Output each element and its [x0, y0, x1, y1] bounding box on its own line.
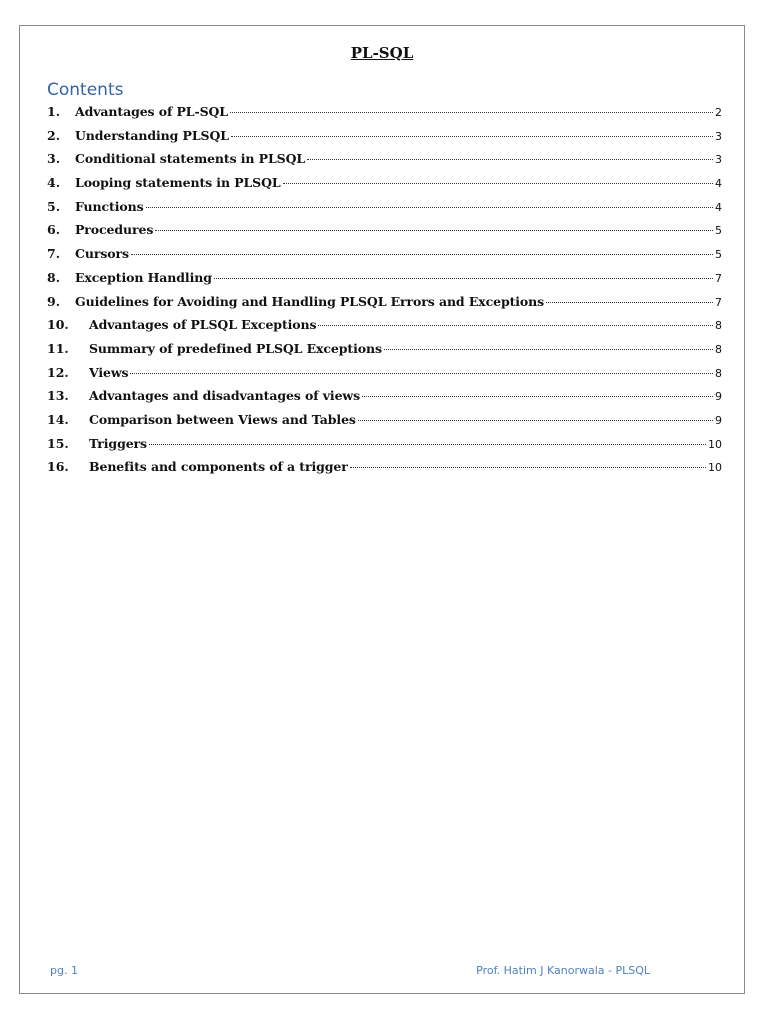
toc-leader-dots: [546, 302, 713, 303]
toc-entry[interactable]: [47, 175, 722, 199]
toc-entry[interactable]: [47, 412, 722, 436]
toc-entry-label: Benefits and components of a trigger: [89, 459, 348, 475]
toc-entry-number: 15.: [47, 435, 69, 451]
toc-entry-page: 8: [715, 342, 722, 356]
toc-entry[interactable]: [47, 151, 722, 175]
toc-entry-number: 16.: [47, 459, 69, 475]
toc-entry-label: Looping statements in PLSQL: [75, 175, 281, 191]
toc-entry-label: Comparison between Views and Tables: [89, 411, 356, 427]
footer-author: Prof. Hatim J Kanorwala - PLSQL: [476, 964, 650, 977]
toc-leader-dots: [318, 325, 713, 326]
toc-leader-dots: [350, 467, 706, 468]
toc-entry-page: 10: [708, 461, 722, 475]
footer-page-number: pg. 1: [50, 964, 78, 977]
toc-entry-page: 4: [715, 200, 722, 214]
toc-entry-page: 5: [715, 224, 722, 238]
toc-entry-label: Conditional statements in PLSQL: [75, 151, 306, 167]
toc-entry-label: Advantages of PL-SQL: [75, 104, 228, 119]
document-page: [19, 25, 745, 994]
toc-leader-dots: [283, 183, 713, 184]
toc-entry-label: Cursors: [75, 246, 129, 262]
toc-entry-label: Advantages of PLSQL Exceptions: [89, 317, 317, 333]
toc-leader-dots: [131, 254, 713, 255]
toc-entry[interactable]: [47, 459, 722, 483]
toc-entry-number: 6.: [47, 222, 61, 238]
toc-leader-dots: [362, 396, 713, 397]
toc-entry-page: 3: [715, 129, 722, 143]
toc-entry[interactable]: [47, 388, 722, 412]
toc-entry-number: 14.: [47, 411, 69, 427]
toc-entry-number: 9.: [47, 293, 61, 309]
toc-entry-number: 2.: [47, 127, 61, 143]
toc-leader-dots: [146, 207, 713, 208]
toc-entry[interactable]: [47, 436, 722, 460]
toc-entry-page: 3: [715, 153, 722, 167]
toc-entry-label: Understanding PLSQL: [75, 127, 229, 143]
toc-entry-number: 13.: [47, 388, 69, 404]
toc-entry-page: 7: [715, 271, 722, 285]
toc-entry-page: 8: [715, 366, 722, 380]
toc-entry[interactable]: [47, 365, 722, 389]
toc-leader-dots: [231, 136, 713, 137]
toc-entry-page: 4: [715, 177, 722, 191]
toc-entry-label: Functions: [75, 198, 144, 214]
toc-entry-page: 9: [715, 413, 722, 427]
toc-entry-number: 7.: [47, 246, 61, 262]
toc-leader-dots: [214, 278, 713, 279]
toc-entry-number: 8.: [47, 269, 61, 285]
toc-entry[interactable]: [47, 317, 722, 341]
toc-entry[interactable]: [47, 341, 722, 365]
toc-entry[interactable]: [47, 246, 722, 270]
toc-entry-label: Triggers: [89, 435, 147, 451]
toc-entry-number: 1.: [47, 104, 61, 119]
toc-entry-label: Summary of predefined PLSQL Exceptions: [89, 340, 382, 356]
toc-entry-page: 8: [715, 319, 722, 333]
toc-leader-dots: [130, 373, 713, 374]
table-of-contents: [47, 104, 722, 483]
toc-entry[interactable]: [47, 128, 722, 152]
toc-entry-page: 2: [715, 106, 722, 119]
toc-entry-page: 7: [715, 295, 722, 309]
toc-entry-label: Views: [89, 364, 129, 380]
toc-leader-dots: [384, 349, 713, 350]
toc-leader-dots: [149, 444, 706, 445]
toc-entry-page: 9: [715, 390, 722, 404]
document-title: PL-SQL: [350, 44, 414, 62]
toc-heading: Contents: [47, 80, 124, 100]
toc-leader-dots: [230, 112, 713, 113]
toc-entry-number: 10.: [47, 317, 69, 333]
toc-entry-page: 10: [708, 437, 722, 451]
toc-entry[interactable]: [47, 270, 722, 294]
toc-leader-dots: [155, 230, 713, 231]
toc-leader-dots: [307, 159, 713, 160]
toc-leader-dots: [358, 420, 713, 421]
toc-entry-number: 12.: [47, 364, 69, 380]
toc-entry-label: Guidelines for Avoiding and Handling PLSQL Errors and Exceptions: [75, 293, 545, 309]
toc-entry-number: 3.: [47, 151, 61, 167]
toc-entry-number: 11.: [47, 340, 69, 356]
toc-entry-label: Exception Handling: [75, 269, 212, 285]
toc-entry-page: 5: [715, 248, 722, 262]
toc-entry[interactable]: [47, 104, 722, 128]
toc-entry[interactable]: [47, 199, 722, 223]
toc-entry-label: Advantages and disadvantages of views: [89, 388, 361, 404]
toc-entry-label: Procedures: [75, 222, 154, 238]
toc-entry[interactable]: [47, 294, 722, 318]
toc-entry-number: 4.: [47, 175, 61, 191]
toc-entry[interactable]: [47, 222, 722, 246]
toc-entry-number: 5.: [47, 198, 61, 214]
